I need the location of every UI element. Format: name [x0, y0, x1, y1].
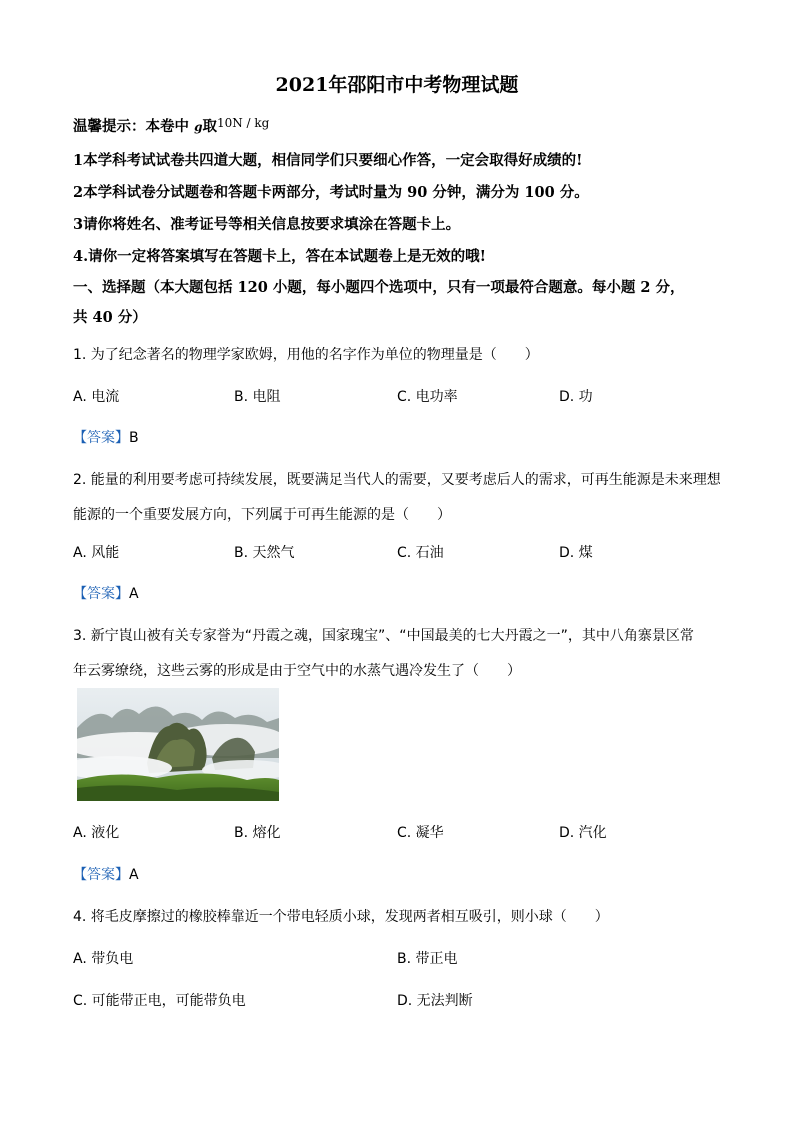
question-3-option-a: A. 液化	[73, 825, 120, 841]
question-1-option-c: C. 电功率	[397, 389, 458, 405]
question-2-option-c: C. 石油	[397, 545, 444, 561]
answer-value: A	[129, 867, 139, 883]
question-4-stem: 4. 将毛皮摩擦过的橡胶棒靠近一个带电轻质小球，发现两者相互吸引，则小球（ ）	[73, 909, 609, 925]
question-1-option-b: B. 电阻	[234, 389, 281, 405]
page-title: 2021年邵阳市中考物理试题	[275, 74, 519, 96]
section-heading-line2: 共 40 分）	[73, 309, 147, 326]
note-4: 4.请你一定将答案填写在答题卡上，答在本试题卷上是无效的哦!	[73, 248, 486, 265]
question-4-option-b: B. 带正电	[397, 951, 458, 967]
answer-tag: 【答案】	[73, 867, 129, 883]
question-3-stem-line2: 年云雾缭绕，这些云雾的形成是由于空气中的水蒸气遇冷发生了（ ）	[73, 663, 521, 679]
note-2: 2本学科试卷分试题卷和答题卡两部分，考试时量为 90 分钟，满分为 100 分。	[73, 184, 589, 201]
danxia-landscape-photo	[77, 688, 279, 801]
answer-tag: 【答案】	[73, 430, 129, 446]
question-4-option-c: C. 可能带正电，可能带负电	[73, 993, 246, 1009]
question-3-option-b: B. 熔化	[234, 825, 281, 841]
tip-label: 温馨提示：本卷中	[73, 118, 189, 135]
question-2-answer	[73, 583, 139, 603]
question-3-option-c: C. 凝华	[397, 825, 444, 841]
tip-unit: 10N / kg	[216, 116, 270, 130]
question-1-answer	[73, 427, 139, 447]
question-2-stem-line1: 2. 能量的利用要考虑可持续发展，既要满足当代人的需要，又要考虑后人的需求，可再生能源是未来理想	[73, 472, 721, 488]
question-4-option-d: D. 无法判断	[397, 993, 473, 1009]
question-3-answer	[73, 864, 139, 884]
question-1-option-d: D. 功	[559, 389, 593, 405]
question-1-stem: 1. 为了纪念著名的物理学家欧姆，用他的名字作为单位的物理量是（ ）	[73, 347, 539, 363]
answer-tag: 【答案】	[73, 586, 129, 602]
question-4-option-a: A. 带负电	[73, 951, 134, 967]
question-2-option-d: D. 煤	[559, 545, 593, 561]
question-3-stem-line1: 3. 新宁崀山被有关专家誉为“丹霞之魂，国家瑰宝”、“中国最美的七大丹霞之一”，其中八角寨景区常	[73, 628, 694, 644]
note-1: 1本学科考试试卷共四道大题，相信同学们只要细心作答，一定会取得好成绩的!	[73, 152, 583, 169]
tip-variable: g	[194, 120, 203, 134]
tip-take: 取	[202, 118, 217, 135]
answer-value: A	[129, 586, 139, 602]
question-3-option-d: D. 汽化	[559, 825, 607, 841]
question-1-option-a: A. 电流	[73, 389, 120, 405]
section-heading-line1: 一、选择题（本大题包括 120 小题，每小题四个选项中，只有一项最符合题意。每小题 2 分，	[73, 279, 685, 296]
question-2-option-a: A. 风能	[73, 545, 120, 561]
question-2-option-b: B. 天然气	[234, 545, 295, 561]
note-3: 3请你将姓名、准考证号等相关信息按要求填涂在答题卡上。	[73, 216, 461, 233]
tip-line	[73, 115, 269, 136]
answer-value: B	[129, 430, 139, 446]
question-2-stem-line2: 能源的一个重要发展方向，下列属于可再生能源的是（ ）	[73, 507, 451, 523]
